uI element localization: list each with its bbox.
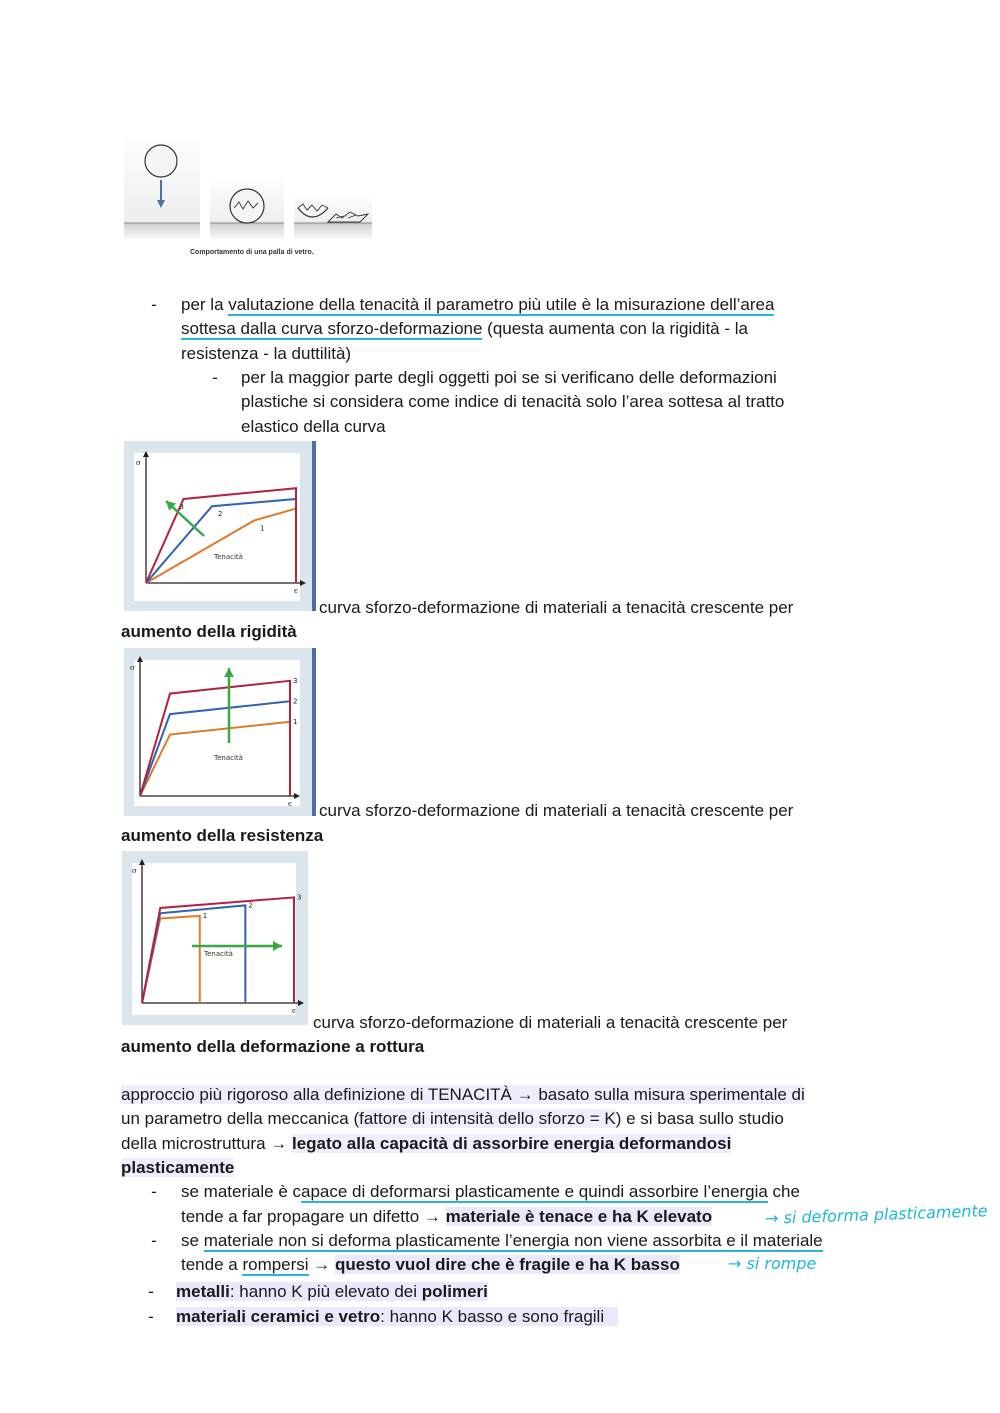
series-label-3: 3 bbox=[293, 676, 298, 685]
chart-resistenza bbox=[124, 648, 316, 816]
para-line-4-bold: plasticamente bbox=[121, 1158, 235, 1177]
chart-deformazione-svg bbox=[122, 851, 308, 1025]
series-label-2: 2 bbox=[248, 901, 253, 910]
chart-rigidita-svg bbox=[124, 441, 312, 611]
bullet-1-line-1-underlined: valutazione della tenacità il parametro più utile è la misurazione dell’area bbox=[228, 295, 775, 314]
bullet-dash: - bbox=[151, 1231, 157, 1250]
bullet-2-1-line-2-pre: tende a far propagare un difetto → bbox=[181, 1207, 446, 1226]
bullet-1-line-2-underlined: sottesa dalla curva sforzo-deformazione bbox=[181, 319, 483, 338]
bullet-2-1-line-1-post: che bbox=[767, 1182, 800, 1201]
y-axis-arrow bbox=[139, 859, 145, 865]
bullet-dash: - bbox=[148, 1307, 154, 1326]
series-label-3: 3 bbox=[297, 893, 302, 902]
caption-deformazione-bold bbox=[121, 1035, 424, 1059]
caption-rigidita-bold bbox=[121, 620, 297, 644]
handwritten-note-1: → si deforma plasticamente bbox=[764, 1201, 988, 1228]
caption-resistenza-bold-text: aumento della resistenza bbox=[121, 826, 324, 845]
para-line-2-pre: un parametro della meccanica ( bbox=[121, 1109, 360, 1128]
para-line-2-highlight: fattore di intensità dello sforzo = K bbox=[359, 1109, 616, 1128]
bullet-2-1-line-2-bold: materiale è tenace e ha K elevato bbox=[445, 1207, 713, 1226]
bullet-2-4-text: : hanno K basso e sono fragili bbox=[380, 1307, 605, 1326]
x-axis-label: ϵ bbox=[294, 587, 298, 595]
bullet-dash: - bbox=[151, 295, 157, 314]
handwritten-note-2: → si rompe bbox=[728, 1254, 817, 1273]
y-axis-arrow bbox=[137, 656, 143, 662]
bullet-1-line-2-post: (questa aumenta con la rigidità - la bbox=[482, 319, 748, 338]
y-axis-label: σ bbox=[136, 459, 141, 467]
sub-bullet-line-2: plastiche si considera come indice di tenacità solo l’area sottesa al tratto bbox=[241, 392, 785, 411]
glass-ball-figure bbox=[122, 128, 374, 262]
bullet-2-2-line-1-pre: se bbox=[181, 1231, 204, 1250]
bullet-2-4-bold: materiali ceramici e vetro bbox=[176, 1307, 381, 1326]
para-line-2-post: ) e si basa sullo studio bbox=[615, 1109, 784, 1128]
sub-bullet-line-1: per la maggior parte degli oggetti poi se si verificano delle deformazioni bbox=[241, 368, 777, 387]
glass-ball-caption: Comportamento di una palla di vetro. bbox=[190, 249, 314, 256]
tenacity-label: Tenacità bbox=[204, 950, 233, 958]
para-line-3-pre: della microstruttura → bbox=[121, 1134, 292, 1153]
tenacity-label: Tenacità bbox=[214, 754, 243, 762]
glass-ball-illustration bbox=[122, 128, 374, 262]
bullet-dash: - bbox=[148, 1282, 154, 1301]
caption-rigidita-text: curva sforzo-deformazione di materiali a tenacità crescente per bbox=[319, 598, 794, 617]
sub-bullet-line-3: elastico della curva bbox=[241, 417, 386, 436]
x-axis-arrow bbox=[298, 1000, 304, 1006]
bullet-2-2-line-2-bold: questo vuol dire che è fragile e ha K basso bbox=[335, 1255, 680, 1274]
bullet-2-3 bbox=[176, 1280, 488, 1304]
tenacity-label: Tenacità bbox=[214, 553, 243, 561]
bullet-2-1-line-1 bbox=[181, 1180, 800, 1204]
bullet-2-3-bold-1: metalli bbox=[176, 1282, 230, 1301]
bullet-2-2-line-1-underlined: materiale non si deforma plasticamente l’energia non viene assorbita e il materiale bbox=[203, 1231, 823, 1250]
caption-deformazione-text: curva sforzo-deformazione di materiali a tenacità crescente per bbox=[313, 1013, 788, 1032]
x-axis-label: ϵ bbox=[292, 1007, 296, 1015]
bullet-dash: - bbox=[151, 1182, 157, 1201]
caption-resistenza-bold bbox=[121, 824, 323, 848]
bullet-2-1-line-1-underlined: apace di deformarsi plasticamente e quindi assorbire l’energia bbox=[301, 1182, 768, 1201]
bullet-2-3-text: : hanno K più elevato dei bbox=[229, 1282, 422, 1301]
bullet-2-1-line-1-pre: se materiale è c bbox=[181, 1182, 301, 1201]
chart-resistenza-svg bbox=[124, 648, 312, 816]
para-line-3 bbox=[121, 1132, 731, 1156]
para-line-1 bbox=[121, 1083, 805, 1107]
bullet-1-line-1 bbox=[181, 293, 774, 317]
series-label-1: 1 bbox=[260, 524, 265, 533]
bullet-2-1-line-2 bbox=[181, 1205, 712, 1229]
para-line-4 bbox=[121, 1156, 234, 1180]
bullet-2-2-line-2 bbox=[181, 1253, 680, 1277]
series-label-1: 1 bbox=[202, 911, 208, 920]
x-axis-arrow bbox=[300, 580, 306, 586]
bullet-2-2-line-1 bbox=[181, 1229, 823, 1253]
caption-deformazione-bold-text: aumento della deformazione a rottura bbox=[121, 1037, 425, 1056]
bullet-2-2-line-2-underlined: rompersi bbox=[242, 1255, 309, 1274]
caption-resistenza-text: curva sforzo-deformazione di materiali a tenacità crescente per bbox=[319, 801, 794, 820]
series-label-2: 2 bbox=[218, 510, 223, 519]
sub-bullet-dash: - bbox=[212, 368, 218, 387]
caption-rigidita-bold-text: aumento della rigidità bbox=[121, 622, 297, 641]
bullet-2-3-bold-2: polimeri bbox=[421, 1282, 488, 1301]
chart-deformazione bbox=[122, 851, 308, 1025]
bullet-1-line-3: resistenza - la duttilità) bbox=[181, 344, 352, 363]
bullet-2-4 bbox=[176, 1305, 618, 1329]
series-label-2: 2 bbox=[293, 697, 298, 706]
bullet-2-2-line-2-mid: → bbox=[308, 1255, 336, 1274]
y-axis-label: σ bbox=[132, 867, 137, 875]
y-axis-label: σ bbox=[130, 664, 135, 672]
bullet-2-2-line-2-pre: tende a bbox=[181, 1255, 243, 1274]
para-line-2 bbox=[121, 1107, 784, 1131]
chart-rigidita bbox=[124, 441, 316, 611]
para-line-1-text: approccio più rigoroso alla definizione di TENACITÀ → basato sulla misura sperimentale di bbox=[121, 1085, 805, 1104]
plot-area bbox=[134, 453, 300, 601]
x-axis-label: ϵ bbox=[288, 800, 292, 808]
series-label-1: 1 bbox=[293, 717, 298, 726]
bullet-1-line-1-pre: per la bbox=[181, 295, 229, 314]
para-line-3-bold: legato alla capacità di assorbire energia deformandosi bbox=[292, 1134, 732, 1153]
series-label-3: 3 bbox=[179, 503, 184, 511]
bullet-1-line-2 bbox=[181, 317, 748, 341]
